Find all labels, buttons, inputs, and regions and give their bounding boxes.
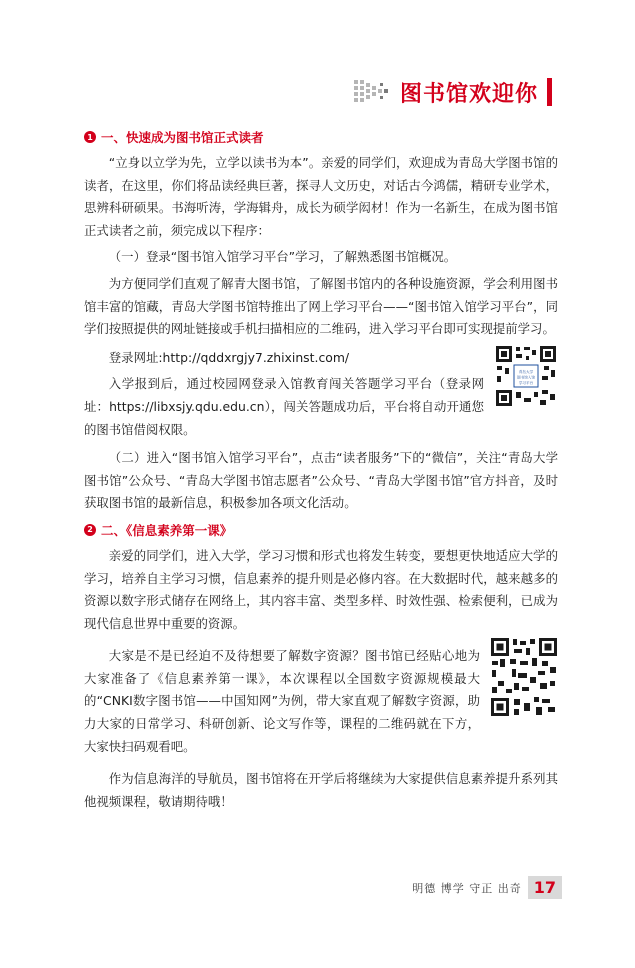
step-1-heading: （一）登录“图书馆入馆学习平台”学习，了解熟悉图书馆概况。	[108, 249, 457, 265]
platform-paragraph: 为方便同学们直观了解青大图书馆，了解图书馆内的各种设施资源，学会利用图书馆丰富的馆藏，青岛大学图书馆特推出了网上学习平台——“图书馆入馆学习平台”，同学们按照提供的网址链接或手机扫描相应的二维码，进入学习平台即可实现提前学习。	[84, 275, 558, 337]
learning-platform-qr-code	[494, 344, 558, 408]
section-1-heading	[84, 128, 558, 146]
article-body	[84, 128, 558, 813]
section-2-title: 二、《信息素养第一课》	[101, 522, 233, 538]
step-2-paragraph: （二）进入“图书馆入馆学习平台”，点击“读者服务”下的“微信”，关注“青岛大学图书馆”公众号、“青岛大学图书馆志愿者”公众号、“青岛大学图书馆”官方抖音，及时获取图书馆的最新信息，积极参加各项文化活动。	[84, 450, 558, 511]
page-number: 17	[528, 876, 562, 899]
svg-text:学习平台: 学习平台	[518, 380, 534, 385]
footer-motto: 明德 博学 守正 出奇	[412, 881, 522, 895]
svg-text:图书馆入馆: 图书馆入馆	[517, 375, 535, 380]
course-paragraph: 大家是不是已经迫不及待想要了解数字资源？图书馆已经贴心地为大家准备了《信息素养第一课》，本次课程以全国数字资源规模最大的“CNKI数字图书馆——中国知网”为例，带大家直观了解数字资源，助力大家的日常学习、科研创新、论文写作等，课程的二维码就在下方，大家快扫码观看吧。	[84, 648, 480, 754]
svg-text:青岛大学: 青岛大学	[518, 369, 534, 374]
login-url-text: 登录网址:http://qddxrgjy7.zhixinst.com/	[108, 349, 350, 365]
info-literacy-paragraph: 亲爱的同学们，进入大学，学习习惯和形式也将发生转变，要想更快地适应大学的学习，培养自主学习习惯，信息素养的提升则是必修内容。在大数据时代，越来越多的资源以数字形式储存在网络上，其内容丰富、类型多样、时效性强、检索便利，已成为现代信息世界中重要的资源。	[84, 547, 558, 631]
dot-grid-arrow-icon	[354, 72, 394, 112]
section-number-badge: 1	[84, 131, 96, 143]
page-footer	[412, 876, 562, 899]
page-title: 图书馆欢迎你	[399, 81, 538, 107]
section-number-badge: 2	[84, 524, 96, 536]
title-accent-bar	[547, 78, 552, 106]
closing-paragraph: 作为信息海洋的导航员，图书馆将在开学后将继续为大家提供信息素养提升系列其他视频课程，敬请期待哦！	[84, 771, 558, 809]
section-2-heading	[84, 521, 558, 539]
course-qr-code	[490, 637, 558, 717]
enrollment-paragraph: 入学报到后，通过校园网登录入馆教育闯关答题学习平台（登录网址：https://libxsjy.qdu.edu.cn），闯关答题成功后，平台将自动开通您的图书馆借阅权限。	[84, 376, 484, 437]
section-1-title: 一、快速成为图书馆正式读者	[101, 130, 264, 145]
intro-paragraph: “立身以立学为先，立学以读书为本”。亲爱的同学们，欢迎成为青岛大学图书馆的读者，在这里，你们将品读经典巨著，探寻人文历史，对话古今鸿儒，精研专业学术，思辨科研硕果。书海听涛，学海辑舟，成长为硕学闳材！作为一名新生，在成为图书馆正式读者之前，须完成以下程序：	[84, 155, 558, 238]
page-header	[354, 70, 552, 114]
